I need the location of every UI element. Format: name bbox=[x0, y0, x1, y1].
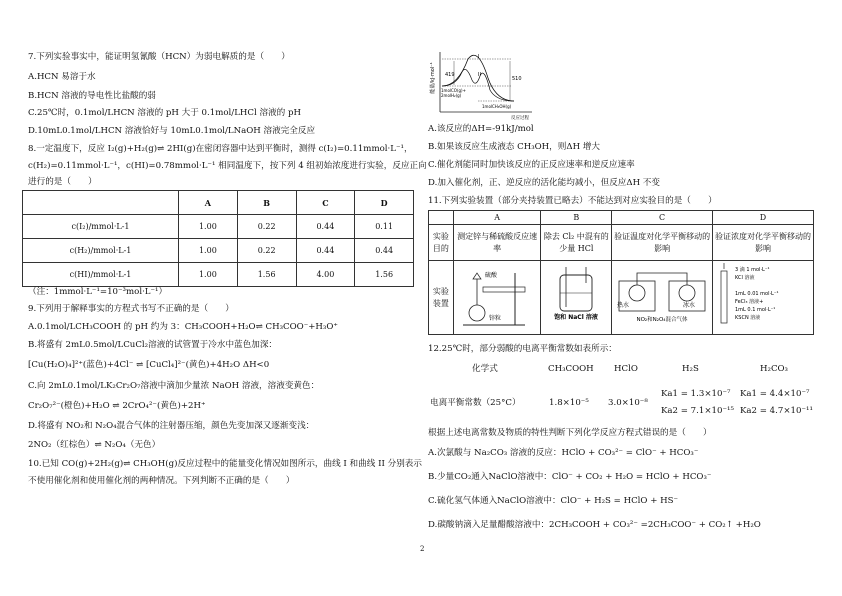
q11-purpose-a: 测定锌与稀硫酸反应速率 bbox=[453, 225, 541, 261]
q9-option-d-equation: 2NO₂（红棕色）⇌ N₂O₄（无色） bbox=[28, 440, 161, 450]
table-row bbox=[429, 225, 814, 261]
q11-row-label: 实验目的 bbox=[429, 225, 454, 261]
q8-stem-1: 8.一定温度下，反应 I₂(g)+H₂(g)⇌ 2HI(g)在密闭容器中达到平衡时，测得 c(I₂)=0.11mmol·L⁻¹， bbox=[28, 144, 413, 154]
e2-label: 510 bbox=[512, 76, 522, 82]
q11-apparatus-c bbox=[612, 261, 713, 335]
apparatus-c-image bbox=[613, 263, 711, 329]
q7-option-c: C.25℃时，0.1mol/LHCN 溶液的 pH 大于 0.1mol/LHCl 溶液的 pH bbox=[28, 108, 301, 118]
q12-ka-hclo: 3.0×10⁻⁸ bbox=[608, 398, 648, 408]
q8-table-header bbox=[23, 191, 414, 215]
q9-stem: 9.下列用于解释事实的方程式书写不正确的是（ ） bbox=[28, 304, 234, 314]
label-hot-water: 热水 bbox=[617, 302, 630, 309]
q11-purpose-c: 验证温度对化学平衡移动的影响 bbox=[612, 225, 713, 261]
q9-option-c: C.向 2mL0.1mol/LK₂Cr₂O₇溶液中滴加少量浓 NaOH 溶液，溶液变黄色： bbox=[28, 381, 320, 391]
curve-i-label: I bbox=[478, 54, 480, 60]
e1-label: 419 bbox=[445, 72, 455, 78]
q11-header-cell: A bbox=[453, 211, 541, 225]
q11-table bbox=[428, 210, 814, 335]
q8-table bbox=[22, 190, 414, 287]
q12-option-a: A.次氯酸与 Na₂CO₃ 溶液的反应：HClO + CO₃²⁻ = ClO⁻ + HCO₃⁻ bbox=[428, 448, 699, 458]
q11-header-cell: D bbox=[713, 211, 814, 225]
label-d1: 3 滴 1 mol·L⁻¹ bbox=[735, 267, 770, 273]
reactant-label: 1molCO(g)+ bbox=[441, 88, 466, 93]
q8-cell: 1.56 bbox=[355, 263, 414, 287]
q11-purpose-b: 除去 Cl₂ 中混有的少量 HCl bbox=[541, 225, 612, 261]
label-d6: KSCN 溶液 bbox=[735, 315, 761, 321]
q12-option-d: D.碳酸钠滴入足量醋酸溶液中：2CH₃COOH + CO₃²⁻ =2CH₃COO⁻ + CO₂↑ +H₂O bbox=[428, 520, 761, 530]
q12-option-b: B.少量CO₂通入NaClO溶液中：ClO⁻ + CO₂ + H₂O = HClO + HCO₃⁻ bbox=[428, 472, 712, 482]
label-acid: 硫酸 bbox=[485, 272, 498, 279]
q8-cell: 0.11 bbox=[355, 215, 414, 239]
q8-cell: c(HI)/mmol·L-1 bbox=[23, 263, 179, 287]
q8-cell: 1.00 bbox=[179, 215, 238, 239]
q11-apparatus-b bbox=[541, 261, 612, 335]
label-ice-water: 冰水 bbox=[683, 302, 696, 309]
q12-stem: 12.25℃时，部分弱酸的电离平衡常数如表所示： bbox=[428, 344, 617, 354]
table-row bbox=[23, 263, 414, 287]
q11-header-cell: C bbox=[612, 211, 713, 225]
q9-option-b-equation: [Cu(H₂O)₄]²⁺(蓝色)+4Cl⁻ ⇌ [CuCl₄]²⁻(黄色)+4H₂O ΔH<0 bbox=[28, 360, 270, 370]
x-axis-label: 反应过程 bbox=[511, 116, 529, 120]
page-number: 2 bbox=[420, 545, 425, 553]
q12-header-h2s: H₂S bbox=[682, 364, 699, 374]
q8-stem-3: 进行的是（ ） bbox=[28, 177, 97, 187]
table-row bbox=[23, 215, 414, 239]
q9-option-c-equation: Cr₂O₇²⁻(橙色)+H₂O ⇌ 2CrO₄²⁻(黄色)+2H⁺ bbox=[28, 401, 206, 411]
q11-stem: 11.下列实验装置（部分夹持装置已略去）不能达到对应实验目的是（ ） bbox=[428, 196, 717, 206]
q7-stem: 7.下列实验事实中，能证明氢氰酸（HCN）为弱电解质的是（ ） bbox=[28, 52, 290, 62]
q8-cell: 0.22 bbox=[237, 215, 296, 239]
table-row bbox=[23, 239, 414, 263]
curve-ii-label: II bbox=[478, 72, 481, 78]
label-zinc: 锌粒 bbox=[489, 315, 502, 322]
q12-header-h2co3: H₂CO₃ bbox=[760, 364, 789, 374]
q10-option-b: B.如果该反应生成液态 CH₃OH，则ΔH 增大 bbox=[428, 142, 600, 152]
q9-option-d: D.将盛有 NO₂和 N₂O₄混合气体的注射器压缩，颜色先变加深又逐渐变浅： bbox=[28, 421, 315, 431]
q9-option-b: B.将盛有 2mL0.5mol/LCuCl₂溶液的试管置于冷水中蓝色加深： bbox=[28, 340, 278, 350]
q8-cell: c(H₂)/mmol·L-1 bbox=[23, 239, 179, 263]
q12-option-c: C.硫化氢气体通入NaClO溶液中：ClO⁻ + H₂S = HClO + HS⁻ bbox=[428, 496, 679, 506]
q8-header-cell: C bbox=[296, 191, 355, 215]
label-gas: NO₂和N₂O₄混合气体 bbox=[636, 317, 688, 323]
q7-option-d: D.10mL0.1mol/LHCN 溶液恰好与 10mL0.1mol/LNaOH 溶液完全反应 bbox=[28, 126, 316, 136]
q7-option-b: B.HCN 溶液的导电性比盐酸的弱 bbox=[28, 91, 156, 101]
energy-diagram bbox=[428, 48, 534, 120]
q11-header-cell bbox=[429, 211, 454, 225]
q11-apparatus-a bbox=[453, 261, 541, 335]
q12-header-hclo: HClO bbox=[614, 364, 638, 374]
q8-cell: 0.44 bbox=[296, 215, 355, 239]
q12-ka-ch3cooh: 1.8×10⁻⁵ bbox=[549, 398, 589, 408]
q8-cell: 0.22 bbox=[237, 239, 296, 263]
apparatus-a-image bbox=[455, 263, 539, 329]
q7-option-a: A.HCN 易溶于水 bbox=[28, 72, 96, 82]
label-d4: FeCl₃ 溶液+ bbox=[735, 299, 764, 305]
q9-option-a: A.0.1mol/LCH₃COOH 的 pH 约为 3：CH₃COOH+H₂O⇌ CH₃COO⁻+H₃O⁺ bbox=[28, 322, 338, 332]
q11-purpose-d: 验证浓度对化学平衡移动的影响 bbox=[713, 225, 814, 261]
q12-ka2-h2co3: Ka2 = 4.7×10⁻¹¹ bbox=[740, 406, 813, 416]
apparatus-b-image bbox=[542, 263, 610, 329]
y-axis-label: 能量/kJ·mol⁻¹ bbox=[430, 62, 436, 94]
product-label: 1molCH₃OH(g) bbox=[482, 104, 512, 109]
q11-row-label: 实验装置 bbox=[429, 261, 454, 335]
q8-cell: 1.00 bbox=[179, 263, 238, 287]
q8-cell: 0.44 bbox=[296, 239, 355, 263]
q12-ka2-h2s: Ka2 = 7.1×10⁻¹⁵ bbox=[661, 406, 734, 416]
q12-row-label: 电离平衡常数（25°C） bbox=[430, 398, 521, 408]
q11-header-row bbox=[429, 211, 814, 225]
q8-cell: 0.44 bbox=[355, 239, 414, 263]
label-d5: 1mL 0.1 mol·L⁻¹ bbox=[735, 307, 776, 313]
q8-header-cell: D bbox=[355, 191, 414, 215]
q10-option-d: D.加入催化剂，正、逆反应的活化能均减小，但反应ΔH 不变 bbox=[428, 178, 660, 188]
q10-option-a: A.该反应的ΔH=-91kJ/mol bbox=[428, 124, 534, 134]
q8-header-cell: A bbox=[179, 191, 238, 215]
q10-stem-1: 10.已知 CO(g)+2H₂(g)⇌ CH₃OH(g)反应过程中的能量变化情况如图所示，曲线 I 和曲线 II 分别表示 bbox=[28, 459, 422, 469]
label-d3: 1mL 0.01 mol·L⁻¹ bbox=[735, 291, 779, 297]
q8-header-cell: B bbox=[237, 191, 296, 215]
table-row bbox=[429, 261, 814, 335]
q8-stem-2: c(H₂)=0.11mmol·L⁻¹，c(HI)=0.78mmol·L⁻¹ 相同温度下，按下列 4 组初始浓度进行实验，反应正向 bbox=[28, 161, 427, 171]
label-d2: KCl 溶液 bbox=[735, 275, 755, 281]
q12-ka1-h2co3: Ka1 = 4.4×10⁻⁷ bbox=[740, 389, 810, 399]
q12-ka1-h2s: Ka1 = 1.3×10⁻⁷ bbox=[661, 389, 731, 399]
q8-cell: 1.56 bbox=[237, 263, 296, 287]
q12-header-formula: 化学式 bbox=[472, 364, 498, 374]
q8-header-cell bbox=[23, 191, 179, 215]
q8-cell: 1.00 bbox=[179, 239, 238, 263]
q8-cell: 4.00 bbox=[296, 263, 355, 287]
q12-stem-2: 根据上述电离常数及物质的特性判断下列化学反应方程式错误的是（ ） bbox=[428, 428, 712, 438]
q11-header-cell: B bbox=[541, 211, 612, 225]
q10-option-c: C.催化剂能同时加快该反应的正反应速率和逆反应速率 bbox=[428, 160, 635, 170]
q8-cell: c(I₂)/mmol·L-1 bbox=[23, 215, 179, 239]
apparatus-d-image bbox=[713, 261, 813, 331]
q10-stem-2: 不使用催化剂和使用催化剂的两种情况。下列判断不正确的是（ ） bbox=[28, 476, 295, 486]
q12-header-ch3cooh: CH₃COOH bbox=[548, 364, 594, 374]
label-nacl: 饱和 NaCl 溶液 bbox=[554, 314, 599, 321]
reactant-label-2: 2molH₂(g) bbox=[441, 93, 462, 98]
q8-note: （注：1mmol·L⁻¹=10⁻³mol·L⁻¹） bbox=[28, 287, 168, 297]
q11-apparatus-d bbox=[713, 261, 814, 335]
